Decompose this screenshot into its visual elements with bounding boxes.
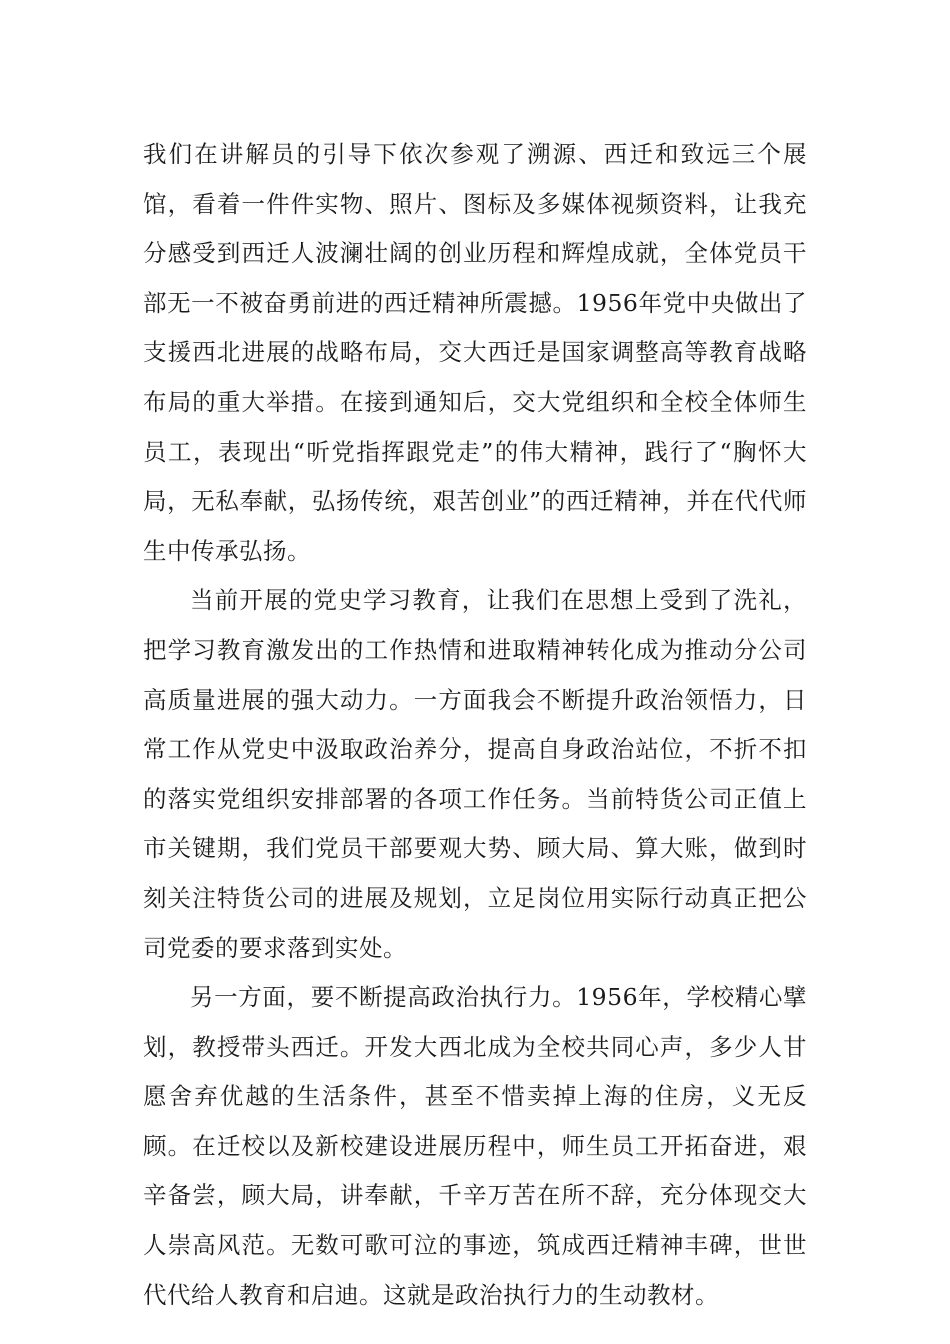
- paragraph-1: 我们在讲解员的引导下依次参观了溯源、西迁和致远三个展馆，看着一件件实物、照片、图标及多媒体视频资料，让我充分感受到西迁人波澜壮阔的创业历程和辉煌成就，全体党员干部无一不被奋勇前进的西迁精神所震撼。1956年党中央做出了支援西北进展的战略布局，交大西迁是国家调整高等教育战略布局的重大举措。在接到通知后，交大党组织和全校全体师生员工，表现出“听党指挥跟党走”的伟大精神，践行了“胸怀大局，无私奉献，弘扬传统，艰苦创业”的西迁精神，并在代代师生中传承弘扬。: [143, 140, 807, 565]
- paragraph-3: 另一方面，要不断提高政治执行力。1956年，学校精心擘划，教授带头西迁。开发大西北成为全校共同心声，多少人甘愿舍弃优越的生活条件，甚至不惜卖掉上海的住房，义无反顾。在迁校以及新校建设进展历程中，师生员工开拓奋进，艰辛备尝，顾大局，讲奉献，千辛万苦在所不辞，充分体现交大人崇高风范。无数可歌可泣的事迹，筑成西迁精神丰碑，世世代代给人教育和启迪。这就是政治执行力的生动教材。: [143, 983, 807, 1309]
- document-body: [143, 130, 807, 1320]
- paragraph-2: 当前开展的党史学习教育，让我们在思想上受到了洗礼，把学习教育激发出的工作热情和进取精神转化成为推动分公司高质量进展的强大动力。一方面我会不断提升政治领悟力，日常工作从党史中汲取政治养分，提高自身政治站位，不折不扣的落实党组织安排部署的各项工作任务。当前特货公司正值上市关键期，我们党员干部要观大势、顾大局、算大账，做到时刻关注特货公司的进展及规划，立足岗位用实际行动真正把公司党委的要求落到实处。: [143, 586, 807, 962]
